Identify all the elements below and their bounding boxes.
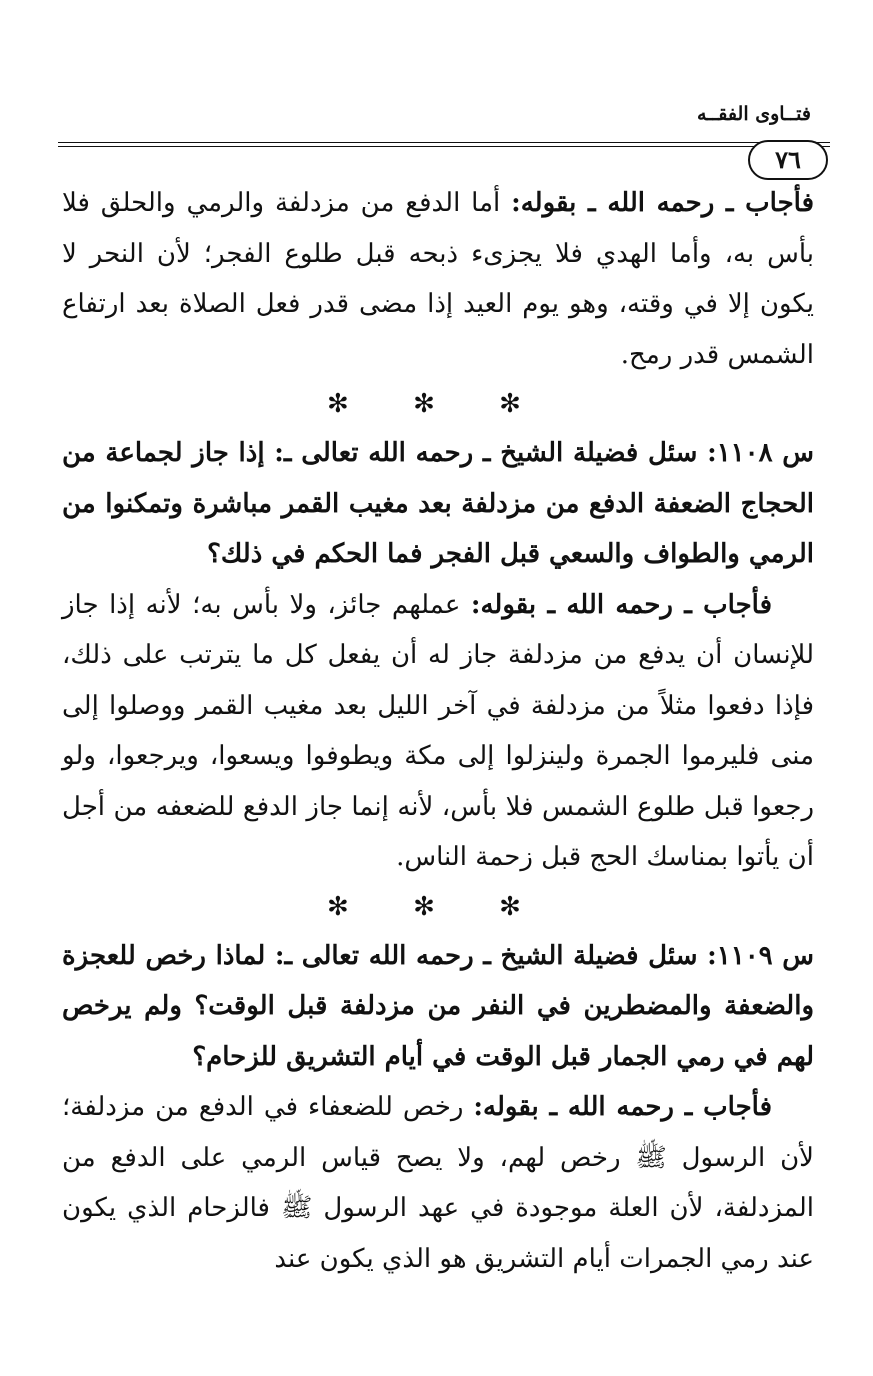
answer-text: أما الدفع من مزدلفة والرمي والحلق فلا بأس به، وأما الهدي فلا يجزىء ذبحه قبل طلوع الفجر؛ لأن النحر لا يكون إلا في وقته، وهو يوم العيد إذا مضى قدر فعل الصلاة بعد ارتفاع الشمس قدر رمح. (62, 188, 814, 370)
question-paragraph (62, 428, 814, 580)
question-text: سئل فضيلة الشيخ ـ رحمه الله تعالى ـ: إذا جاز لجماعة من الحجاج الضعفة الدفع من مزدلفة بعد مغيب القمر مباشرة وتمكنوا من الرمي والطواف والسعي قبل الفجر فما الحكم في ذلك؟ (62, 438, 814, 569)
question-number: س ١١٠٩: (707, 940, 815, 971)
answer-label: فأجاب ـ رحمه الله ـ بقوله: (470, 589, 773, 620)
question-number: س ١١٠٨: (707, 438, 815, 468)
section-separator: ✻ ✻ ✻ (327, 389, 549, 419)
answer-label: فأجاب ـ رحمه الله ـ بقوله: (473, 1092, 772, 1122)
answer-paragraph (62, 178, 814, 380)
question-text: سئل فضيلة الشيخ ـ رحمه الله تعالى ـ: لماذا رخص للعجزة والضعفة والمضطرين في النفر من مزدلفة قبل الوقت؟ ولم يرخص لهم في رمي الجمار قبل الوقت في أيام التشريق للزحام؟ (62, 940, 814, 1072)
answer-label: فأجاب ـ رحمه الله ـ بقوله: (511, 188, 814, 218)
page-body (62, 178, 814, 1284)
section-separator: ✻ ✻ ✻ (327, 891, 549, 922)
header-rule (58, 140, 830, 180)
running-title: فتــاوى الفقــه (696, 103, 811, 125)
answer-paragraph (62, 1082, 814, 1284)
page-number: ٧٦ (748, 140, 828, 180)
question-paragraph (62, 931, 814, 1083)
answer-paragraph (62, 580, 814, 883)
double-rule-line (58, 142, 830, 147)
answer-text: عملهم جائز، ولا بأس به؛ لأنه إذا جاز للإنسان أن يدفع من مزدلفة جاز له أن يفعل كل ما يترتب على ذلك، فإذا دفعوا مثلاً من مزدلفة في آخر الليل بعد مغيب القمر ووصلوا إلى منى فليرموا الجمرة ولينزلوا إلى مكة ويطوفوا ويسعوا، ويرجعوا، ولو رجعوا قبل طلوع الشمس فلا بأس، لأنه إنما جاز الدفع للضعفه من أجل أن يأتوا بمناسك الحج قبل زحمة الناس. (62, 589, 814, 872)
answer-text: رخص للضعفاء في الدفع من مزدلفة؛ لأن الرسول ﷺ رخص لهم، ولا يصح قياس الرمي على الدفع من المزدلفة، لأن العلة موجودة في عهد الرسول ﷺ فالزحام الذي يكون عند رمي الجمرات أيام التشريق هو الذي يكون عند (62, 1092, 814, 1274)
